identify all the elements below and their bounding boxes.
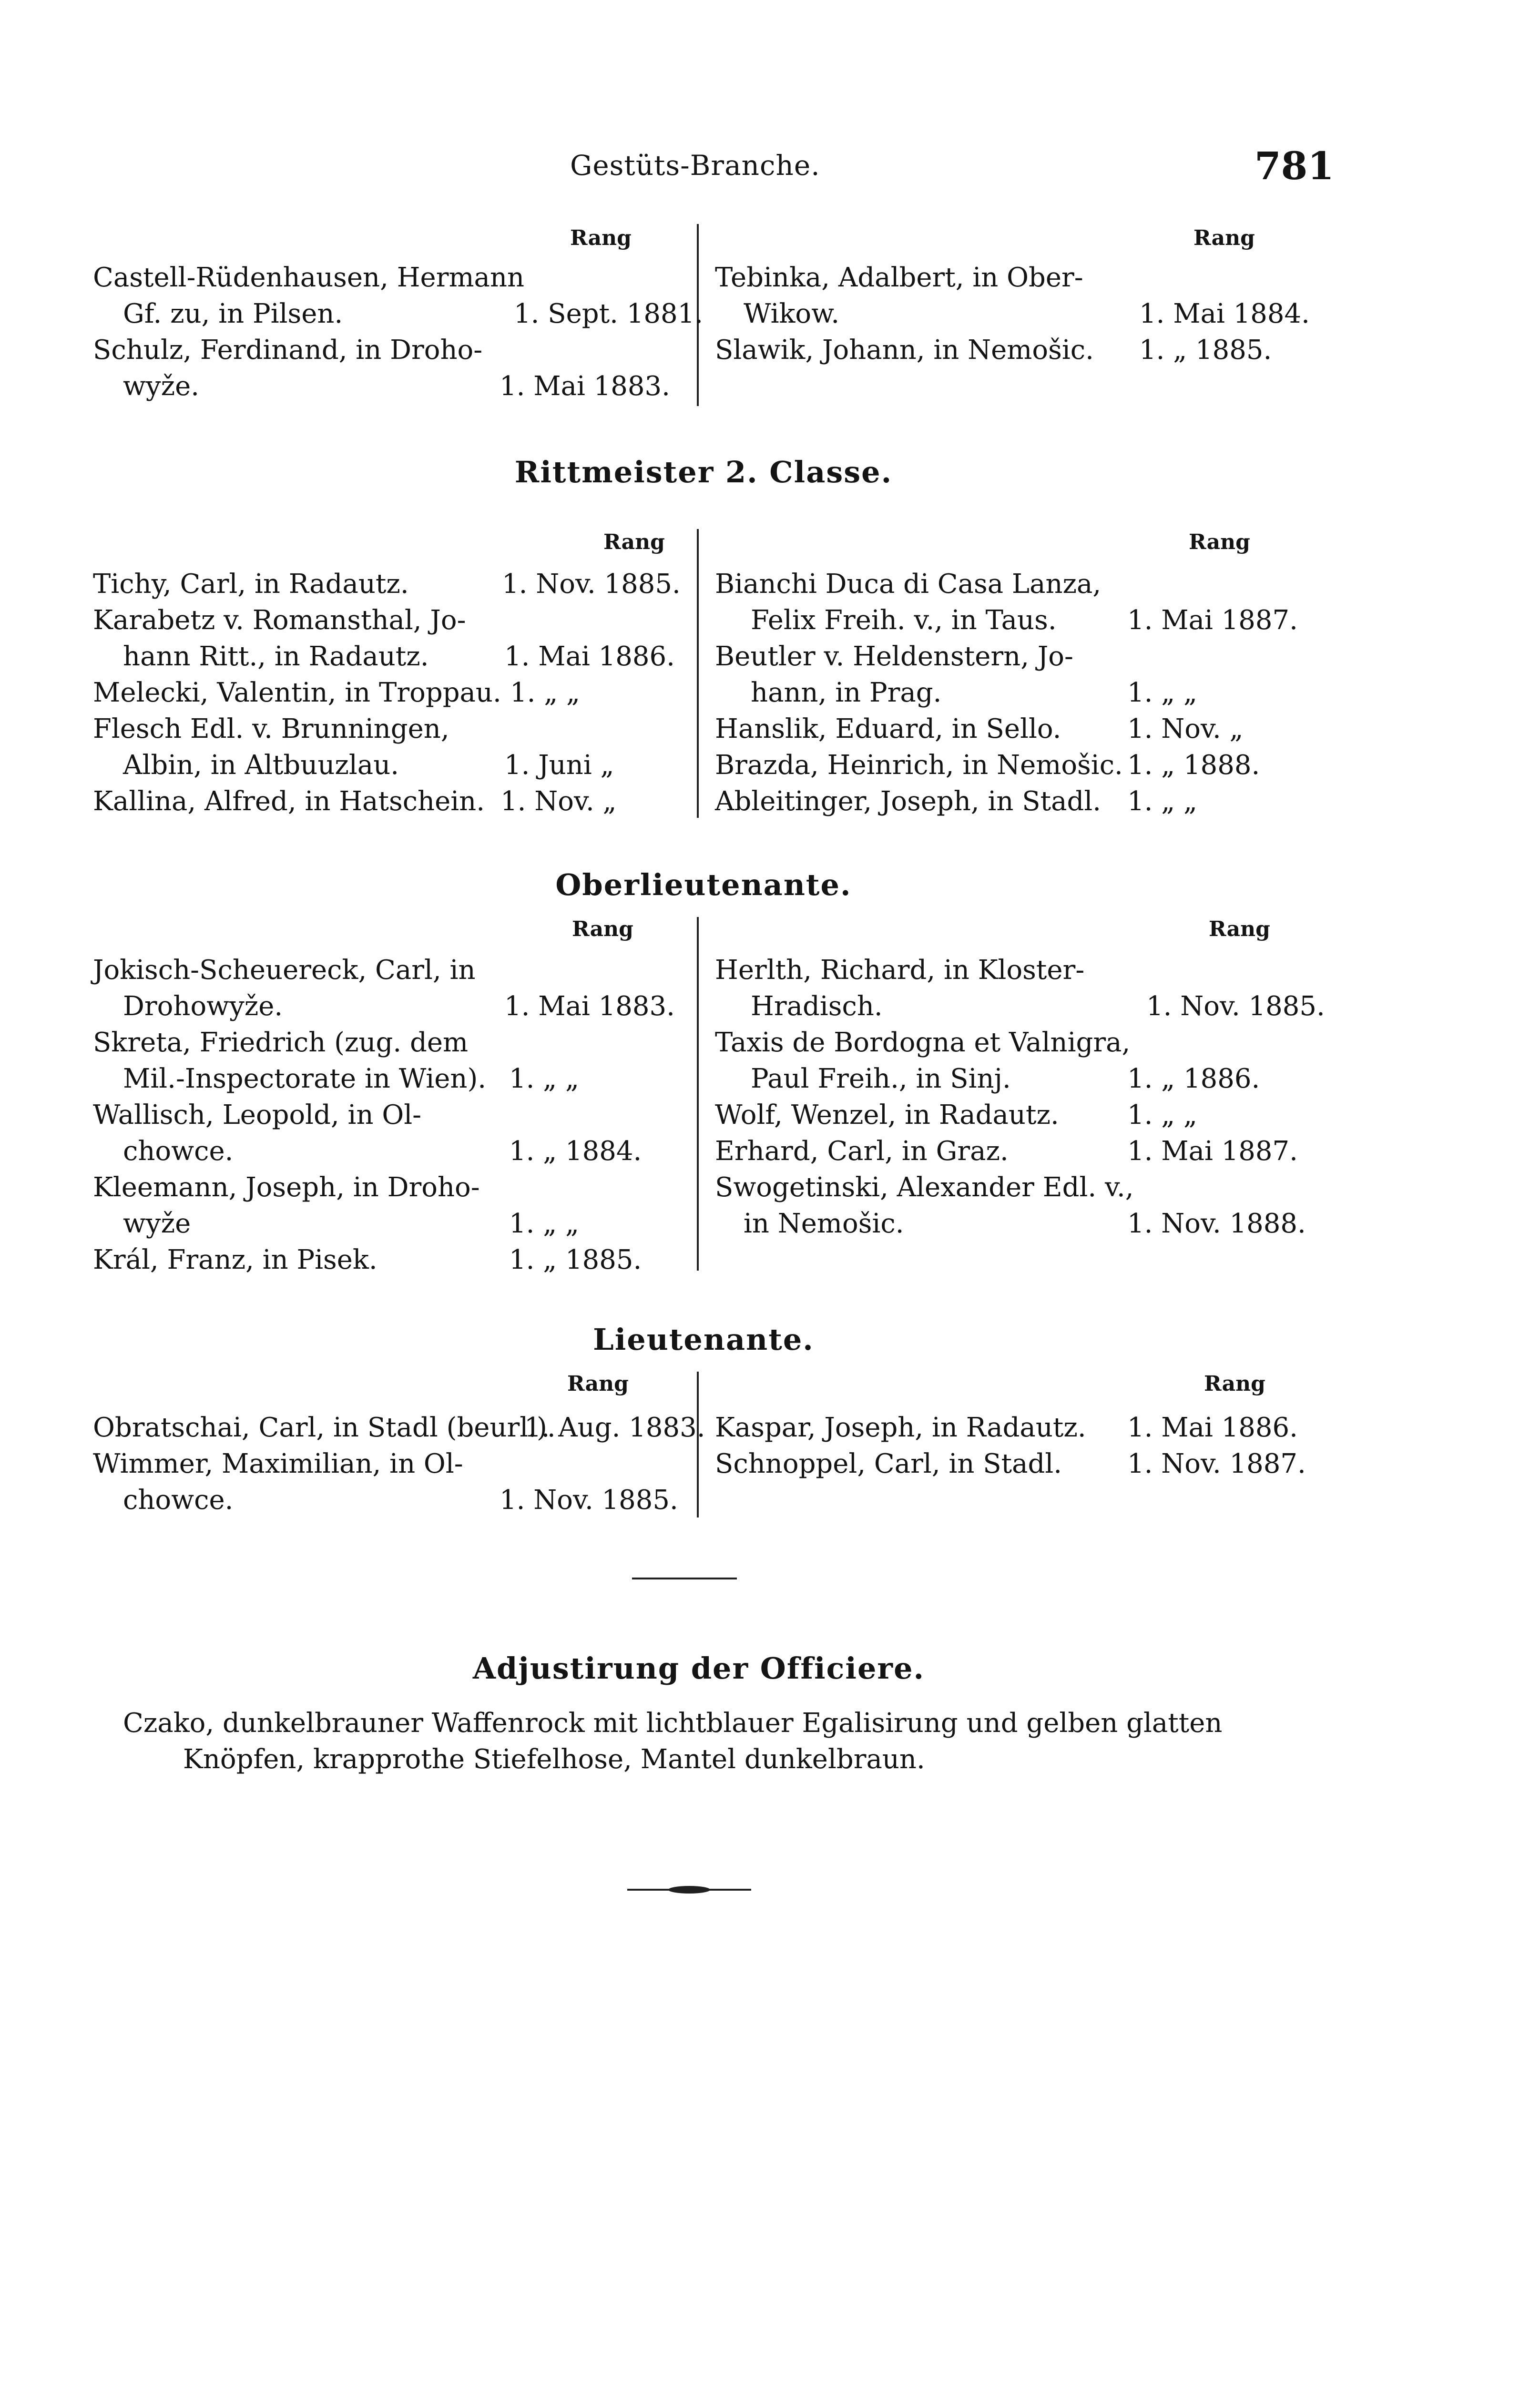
entry-line: wyže. xyxy=(123,371,200,402)
entry-line: Mil.-Inspectorate in Wien). xyxy=(123,1063,487,1094)
entry-line: Wikow. xyxy=(744,298,840,329)
section-divider-rule xyxy=(632,1578,737,1579)
rang-date: 1. „ 1888. xyxy=(1127,750,1260,781)
entry-line: Melecki, Valentin, in Troppau. xyxy=(93,677,501,708)
entry-line: Tebinka, Adalbert, in Ober- xyxy=(715,262,1083,293)
rang-date: 1. Nov. 1887. xyxy=(1127,1448,1306,1479)
rang-date: 1. Mai 1883. xyxy=(504,991,675,1022)
column-divider xyxy=(697,529,699,818)
rang-label-left: Rang xyxy=(603,530,665,554)
rang-label-left: Rang xyxy=(572,917,633,941)
rang-date: 1. Mai 1884. xyxy=(1139,298,1310,329)
entry-line: Karabetz v. Romansthal, Jo- xyxy=(93,605,466,636)
entry-line: Obratschai, Carl, in Stadl (beurl.). xyxy=(93,1412,556,1443)
entry-line: Erhard, Carl, in Graz. xyxy=(715,1136,1009,1167)
entry-line: Wallisch, Leopold, in Ol- xyxy=(93,1100,422,1130)
entry-line: Hanslik, Eduard, in Sello. xyxy=(715,713,1061,744)
rang-date: 1. Mai 1887. xyxy=(1127,605,1298,636)
entry-line: Gf. zu, in Pilsen. xyxy=(123,298,343,329)
entry-line: chowce. xyxy=(123,1136,234,1167)
rang-label-right: Rang xyxy=(1193,226,1255,250)
rang-label-right: Rang xyxy=(1209,917,1270,941)
entry-line: Skreta, Friedrich (zug. dem xyxy=(93,1027,469,1058)
entry-line: Bianchi Duca di Casa Lanza, xyxy=(715,569,1101,600)
entry-line: wyže xyxy=(123,1208,191,1239)
rang-date: 1. Nov. „ xyxy=(1127,713,1244,744)
column-divider xyxy=(697,917,699,1271)
rang-date: 1. Mai 1887. xyxy=(1127,1136,1298,1167)
rang-date: 1. „ „ xyxy=(1127,677,1198,708)
entry-line: Albin, in Altbuuzlau. xyxy=(123,750,399,781)
entry-line: hann, in Prag. xyxy=(751,677,942,708)
section-title: Lieutenante. xyxy=(593,1322,814,1357)
rang-date: 1. „ „ xyxy=(509,1208,580,1239)
rang-date: 1. „ 1884. xyxy=(509,1136,642,1167)
end-ornament-icon xyxy=(627,1883,751,1897)
entry-line: Herlth, Richard, in Kloster- xyxy=(715,955,1085,986)
entry-line: Hradisch. xyxy=(751,991,883,1022)
entry-line: Tichy, Carl, in Radautz. xyxy=(93,569,409,600)
entry-line: Schnoppel, Carl, in Stadl. xyxy=(715,1448,1062,1479)
entry-line: Brazda, Heinrich, in Nemošic. xyxy=(715,750,1123,781)
entry-line: Beutler v. Heldenstern, Jo- xyxy=(715,641,1073,672)
rang-date: 1. Mai 1886. xyxy=(1127,1412,1298,1443)
rang-date: 1. Nov. 1885. xyxy=(502,569,681,600)
rang-date: 1. „ 1885. xyxy=(509,1244,642,1275)
entry-line: Paul Freih., in Sinj. xyxy=(751,1063,1011,1094)
rang-date: 1. „ „ xyxy=(510,677,581,708)
entry-line: Flesch Edl. v. Brunningen, xyxy=(93,713,449,744)
entry-line: Král, Franz, in Pisek. xyxy=(93,1244,377,1275)
entry-line: Wolf, Wenzel, in Radautz. xyxy=(715,1100,1059,1130)
entry-line: Drohowyže. xyxy=(123,991,283,1022)
running-head: Gestüts-Branche. xyxy=(570,149,820,182)
rang-date: 1. Mai 1886. xyxy=(504,641,675,672)
entry-line: Swogetinski, Alexander Edl. v., xyxy=(715,1172,1134,1203)
entry-line: Felix Freih. v., in Taus. xyxy=(751,605,1057,636)
section-title: Rittmeister 2. Classe. xyxy=(514,455,893,489)
entry-line: in Nemošic. xyxy=(744,1208,904,1239)
rang-date: 1. Nov. 1885. xyxy=(1146,991,1325,1022)
rang-label-left: Rang xyxy=(570,226,632,250)
section-title: Adjustirung der Officiere. xyxy=(472,1651,925,1686)
rang-date: 1. „ 1885. xyxy=(1139,335,1272,366)
entry-line: Kallina, Alfred, in Hatschein. xyxy=(93,786,485,817)
rang-label-left: Rang xyxy=(567,1372,629,1396)
entry-line: Schulz, Ferdinand, in Droho- xyxy=(93,335,483,366)
section-title: Oberlieutenante. xyxy=(555,867,852,902)
rang-date: 1. „ „ xyxy=(1127,786,1198,817)
entry-line: Wimmer, Maximilian, in Ol- xyxy=(93,1448,463,1479)
rang-date: 1. Nov. 1885. xyxy=(500,1485,678,1516)
entry-line: Kaspar, Joseph, in Radautz. xyxy=(715,1412,1086,1443)
rang-date: 1. Aug. 1883. xyxy=(524,1412,705,1443)
rang-date: 1. Sept. 1881. xyxy=(514,298,704,329)
rang-label-right: Rang xyxy=(1204,1372,1265,1396)
entry-line: Castell-Rüdenhausen, Hermann xyxy=(93,262,525,293)
entry-line: Jokisch-Scheuereck, Carl, in xyxy=(93,955,476,986)
rang-date: 1. „ 1886. xyxy=(1127,1063,1260,1094)
entry-line: Slawik, Johann, in Nemošic. xyxy=(715,335,1094,366)
entry-line: chowce. xyxy=(123,1485,234,1516)
page-number: 781 xyxy=(1254,143,1334,188)
rang-date: 1. Juni „ xyxy=(504,750,614,781)
rang-label-right: Rang xyxy=(1189,530,1250,554)
entry-line: hann Ritt., in Radautz. xyxy=(123,641,429,672)
rang-date: 1. „ „ xyxy=(1127,1100,1198,1130)
uniform-description-line: Knöpfen, krapprothe Stiefelhose, Mantel dunkelbraun. xyxy=(183,1744,925,1775)
rang-date: 1. Nov. 1888. xyxy=(1127,1208,1306,1239)
rang-date: 1. Mai 1883. xyxy=(500,371,670,402)
uniform-description-line: Czako, dunkelbrauner Waffenrock mit lichtblauer Egalisirung und gelben glatten xyxy=(123,1708,1223,1739)
entry-line: Taxis de Bordogna et Valnigra, xyxy=(715,1027,1131,1058)
entry-line: Kleemann, Joseph, in Droho- xyxy=(93,1172,480,1203)
rang-date: 1. „ „ xyxy=(509,1063,580,1094)
rang-date: 1. Nov. „ xyxy=(500,786,617,817)
entry-line: Ableitinger, Joseph, in Stadl. xyxy=(715,786,1101,817)
